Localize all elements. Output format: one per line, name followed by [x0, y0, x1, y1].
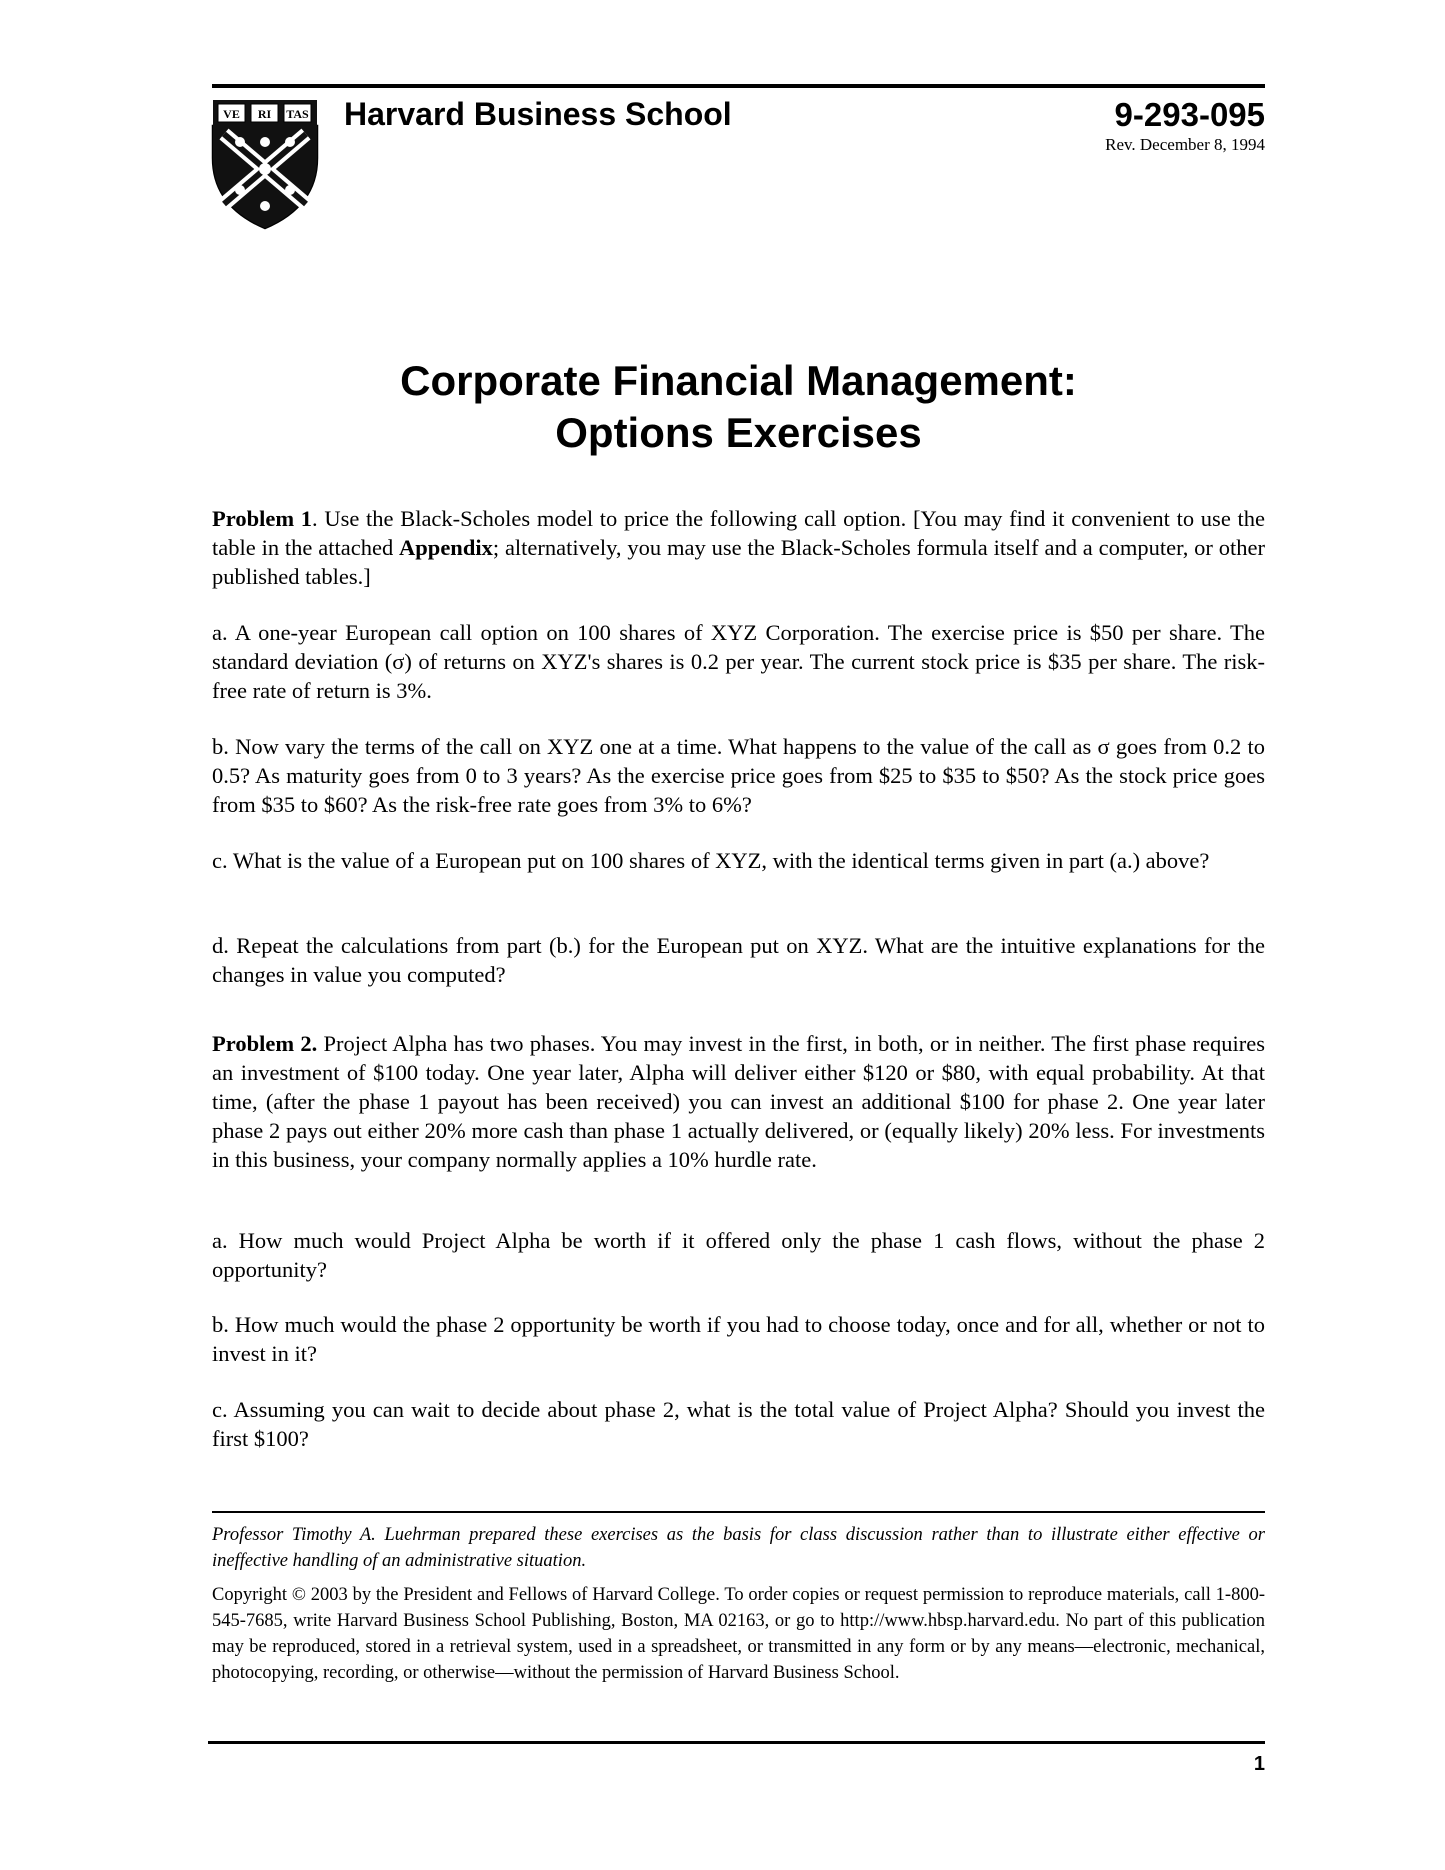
author-disclaimer-text: Professor Timothy A. Luehrman prepared these exercises as the basis for class discussion rather than to illustrate either effective or ineffective handling of an administrative situation.: [212, 1525, 1265, 1571]
footer-rule: [208, 1741, 1265, 1744]
document-number: 9-293-095: [1114, 96, 1265, 133]
page-number: 1: [1253, 1753, 1265, 1775]
problem-2-intro: [212, 1029, 1265, 1174]
problem-1-intro-text-b: ; alternatively, you may use the Black-Scholes formula itself and a computer, or other published tables.]: [212, 535, 1265, 589]
problem-1-intro: [212, 504, 1265, 591]
school-name: Harvard Business School: [344, 96, 732, 132]
copyright-notice: Copyright © 2003 by the President and Fellows of Harvard College. To order copies or request permission to reproduce materials, call 1-800-545-7685, write Harvard Business School Publishing, Boston, MA 02163, or go to http://www.hbsp.harvard.edu. No part of this publication may be reproduced, stored in a retrieval system, used in a spreadsheet, or transmitted in any form or by any means—electronic, mechanical, photocopying, recording, or otherwise—without the permission of Harvard Business School.: [212, 1585, 1265, 1683]
page-subtitle: Options Exercises: [555, 409, 922, 456]
problem-2-part-b: b. How much would the phase 2 opportunity be worth if you had to choose today, once and for all, whether or not to invest in it?: [212, 1312, 1265, 1366]
logo-letters-ri: RI: [257, 107, 272, 121]
author-disclaimer: [212, 1522, 1265, 1574]
problem-2-part-c: c. Assuming you can wait to decide about phase 2, what is the total value of Project Alpha? Should you invest the first $100?: [212, 1397, 1265, 1451]
problem-2-part-a: a. How much would Project Alpha be worth if it offered only the phase 1 cash flows, without the phase 2 opportunity?: [212, 1228, 1265, 1282]
appendix-reference: Appendix: [399, 535, 493, 560]
harvard-shield-icon: [210, 98, 320, 230]
problem-1-part-b: b. Now vary the terms of the call on XYZ one at a time. What happens to the value of the call as σ goes from 0.2 to 0.5? As maturity goes from 0 to 3 years? As the exercise price goes from $25 to $35 to $50? As the stock price goes from $35 to $60? As the risk-free rate goes from 3% to 6%?: [212, 734, 1265, 817]
problem-2-label: Problem 2.: [212, 1031, 318, 1056]
problem-2-intro-text: Project Alpha has two phases. You may invest in the first, in both, or in neither. The first phase requires an investment of $100 today. One year later, Alpha will deliver either $120 or $80, with equal probability. At that time, (after the phase 1 payout has been received) you can invest an additional $100 for phase 2. One year later phase 2 pays out either 20% more cash than phase 1 actually delivered, or (equally likely) 20% less. For investments in this business, your company normally applies a 10% hurdle rate.: [212, 1031, 1265, 1172]
revision-date: Rev. December 8, 1994: [1105, 135, 1265, 154]
logo-letters-tas: TAS: [286, 107, 309, 121]
logo-letters-ve: VE: [223, 107, 240, 121]
footnote-rule: [212, 1511, 1265, 1513]
problem-1-intro-text-a: . Use the Black-Scholes model to price the following call option. [You may find it convenient to use the table in the attached: [212, 506, 1265, 560]
problem-1-part-a: a. A one-year European call option on 100 shares of XYZ Corporation. The exercise price is $50 per share. The standard deviation (σ) of returns on XYZ's shares is 0.2 per year. The current stock price is $35 per share. The risk-free rate of return is 3%.: [212, 620, 1265, 703]
problem-1-part-d: d. Repeat the calculations from part (b.) for the European put on XYZ. What are the intuitive explanations for the changes in value you computed?: [212, 933, 1265, 987]
problem-1-part-c: c. What is the value of a European put on 100 shares of XYZ, with the identical terms given in part (a.) above?: [212, 848, 1210, 873]
problem-1-label: Problem 1: [212, 506, 313, 531]
page-title: Corporate Financial Management:: [400, 357, 1077, 404]
header-rule: [212, 84, 1265, 88]
